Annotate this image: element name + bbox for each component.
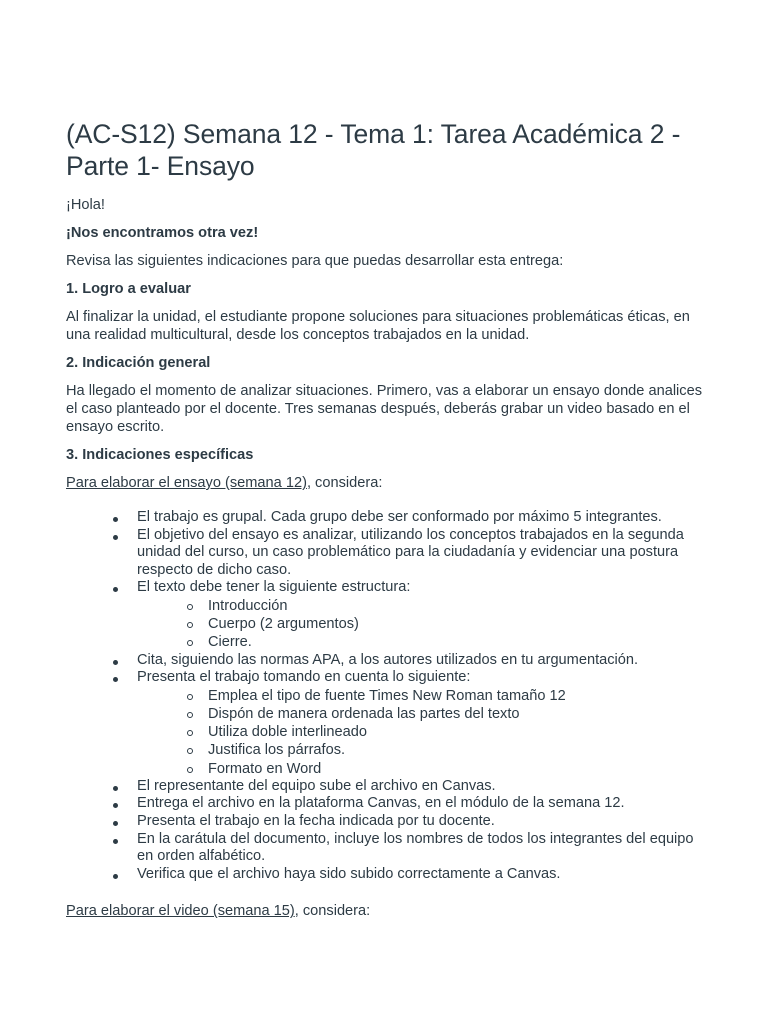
list-item [137,669,702,778]
list-item: El objetivo del ensayo es analizar, utilizando los conceptos trabajados en la segunda unidad del curso, un caso problemático para la ciudadanía y evidenciar una postura respecto de dicho caso. [137,527,702,580]
essay-instructions-line [66,474,702,492]
section2-text: Ha llegado el momento de analizar situaciones. Primero, vas a elaborar un ensayo donde analices el caso planteado por el docente. Tres semanas después, deberás grabar un video basado en el ensayo escrito. [66,383,703,435]
section3-heading-text: 3. Indicaciones específicas [66,447,254,463]
sublist-item: Emplea el tipo de fuente Times New Roman tamaño 12 [208,687,702,705]
video-instructions-link[interactable]: Para elaborar el video (semana 15) [66,903,295,920]
section1-heading [66,280,702,298]
essay-requirements-list [66,509,702,883]
list-item-label: El texto debe tener la siguiente estructura: [137,579,411,596]
list-item: En la carátula del documento, incluye los nombres de todos los integrantes del equipo en orden alfabético. [137,831,702,866]
section3-heading [66,446,702,464]
list-item [137,579,702,651]
page-title: (AC-S12) Semana 12 - Tema 1: Tarea Académica 2 - Parte 1- Ensayo [66,119,681,181]
section1-text: Al finalizar la unidad, el estudiante propone soluciones para situaciones problemáticas éticas, en una realidad multicultural, desde los conceptos trabajados en la unidad. [66,309,690,343]
greeting-bold [66,224,702,242]
section2-heading [66,354,702,372]
format-sublist [137,687,702,778]
essay-instructions-link[interactable]: Para elaborar el ensayo (semana 12) [66,475,307,491]
list-item: El trabajo es grupal. Cada grupo debe ser conformado por máximo 5 integrantes. [137,509,702,527]
sublist-item: Formato en Word [208,760,702,778]
list-item: Entrega el archivo en la plataforma Canvas, en el módulo de la semana 12. [137,795,702,813]
structure-sublist [137,597,702,652]
sublist-item: Dispón de manera ordenada las partes del texto [208,705,702,723]
video-instructions-suffix: , considera: [294,903,371,920]
sublist-item: Cuerpo (2 argumentos) [208,615,702,633]
list-item-label: Presenta el trabajo tomando en cuenta lo siguiente: [137,669,471,686]
sublist-item: Justifica los párrafos. [208,741,702,759]
list-item: El representante del equipo sube el archivo en Canvas. [137,778,702,796]
video-instructions-line [66,902,702,920]
essay-instructions-suffix: , considera: [306,475,383,491]
sublist-item: Introducción [208,597,702,615]
greeting-bold-text: ¡Nos encontramos otra vez! [66,225,259,241]
section2-heading-text: 2. Indicación general [66,355,211,371]
section1-heading-text: 1. Logro a evaluar [66,281,191,297]
list-item: Verifica que el archivo haya sido subido correctamente a Canvas. [137,866,702,884]
greeting: ¡Hola! [66,197,105,213]
list-item: Cita, siguiendo las normas APA, a los autores utilizados en tu argumentación. [137,652,702,670]
sublist-item: Cierre. [208,633,702,651]
list-item: Presenta el trabajo en la fecha indicada por tu docente. [137,813,702,831]
sublist-item: Utiliza doble interlineado [208,723,702,741]
intro-text: Revisa las siguientes indicaciones para que puedas desarrollar esta entrega: [66,253,564,269]
